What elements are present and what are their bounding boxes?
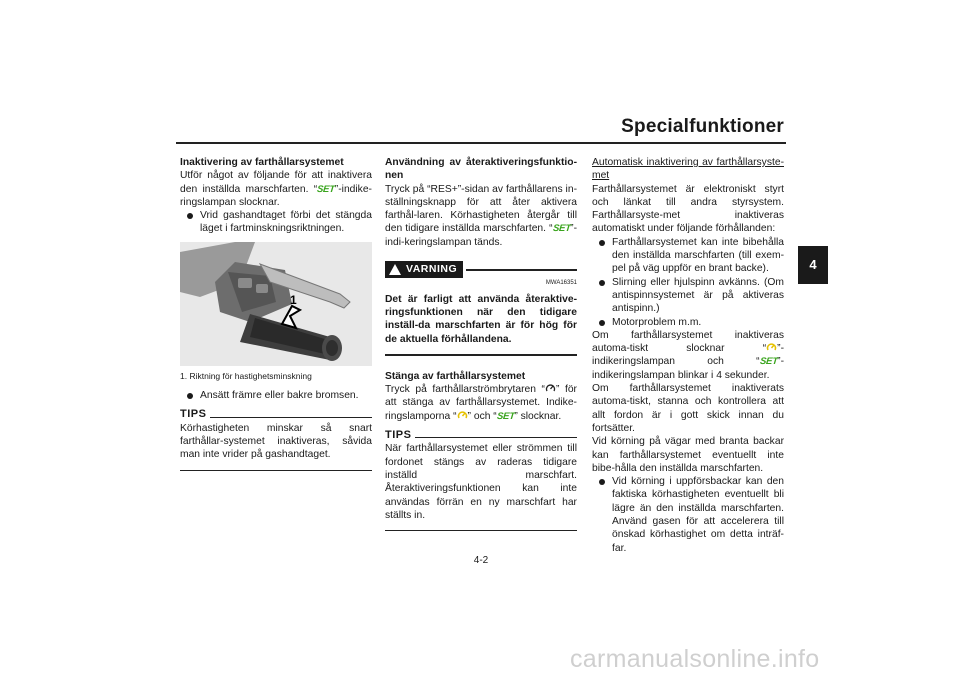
header-rule bbox=[176, 142, 786, 144]
watermark: carmanualsonline.info bbox=[570, 645, 820, 673]
warning-code: MWA16351 bbox=[545, 280, 577, 287]
page-title: Specialfunktioner bbox=[621, 116, 784, 137]
bullet-icon bbox=[599, 479, 605, 485]
handlebar-grip-photo bbox=[180, 242, 372, 366]
paragraph: Om farthållarsystemet inaktiverats automa-tiskt, stanna och kontrollera att allt fordon är i gott skick innan du fortsätter. bbox=[592, 383, 784, 434]
cruise-indicator-icon bbox=[766, 342, 777, 353]
list-item: Vid körning i uppförsbackar kan den faktiska körhastigheten eventuellt bli lägre än den inställda marschfarten. Använd gasen för att accelerera till önskad körhastighet om detta inträf-far. bbox=[592, 475, 784, 555]
section-heading-auto-deactivation: Automatisk inaktivering av farthållarsyste-met bbox=[592, 157, 784, 182]
warning-icon bbox=[389, 264, 401, 275]
tips-end-rule bbox=[385, 530, 577, 531]
bullet-icon bbox=[599, 280, 605, 286]
list-item: Slirning eller hjulspinn avkänns. (Om antispinnsystemet är på aktiveras antispinn.) bbox=[592, 276, 784, 316]
section-heading-turn-off: Stänga av farthållarsystemet bbox=[385, 370, 526, 382]
paragraph: Tryck på “RES+”-sidan av farthållarens in-ställningsknapp för att åter aktivera farthål-laren. Körhastigheten återgår till den tidigare inställda marschfarten. “SET”-indi-keringslampan tänds. bbox=[385, 183, 577, 248]
list-item: Vrid gashandtaget förbi det stängda läget i fartminskningsriktningen. bbox=[180, 209, 372, 236]
figure-caption: 1. Riktning för hastighetsminskning bbox=[180, 370, 312, 381]
paragraph: Om farthållarsystemet inaktiveras automa-tiskt slocknar “ ”-indikeringslampan och “SET”-indikeringslampan blinkar i 4 sekunder. bbox=[592, 329, 784, 381]
tips-end-rule bbox=[180, 470, 372, 471]
list-item: Farthållarsystemet kan inte bibehålla den inställda marschfarten (till exem-pel på väg uppför en brant backe). bbox=[592, 236, 784, 276]
column-3 bbox=[592, 156, 784, 555]
column-1 bbox=[180, 156, 372, 471]
column-2 bbox=[385, 156, 577, 531]
warning-header: VARNING bbox=[385, 261, 577, 278]
chapter-tab: 4 bbox=[798, 246, 828, 284]
section-heading-resume: Användning av återaktiveringsfunktio-nen bbox=[385, 157, 577, 182]
warning-text: Det är farligt att använda återaktive-ringsfunktionen när den tidigare inställ-da marschfarten är för hög för de aktuella förhållandena. bbox=[385, 293, 577, 345]
figure-callout: 1 bbox=[290, 292, 297, 307]
tips-text: När farthållarsystemet eller strömmen till fordonet stängs av raderas tidigare inställd marschfart. Återaktiveringsfunktionen kan inte användas förrän en ny marschfart har ställts in. bbox=[385, 443, 577, 521]
set-indicator-icon: SET bbox=[759, 356, 778, 368]
bullet-icon bbox=[599, 320, 605, 326]
paragraph: Tryck på farthållarströmbrytaren “ ” för att stänga av farthållarsystemet. Indike-ringslamporna “ ” och “SET” slocknar. bbox=[385, 384, 577, 422]
list-item: Ansätt främre eller bakre bromsen. bbox=[180, 389, 372, 402]
section-heading-deactivation: Inaktivering av farthållarsystemet bbox=[180, 157, 344, 168]
bullet-icon bbox=[187, 393, 193, 399]
cruise-indicator-icon bbox=[457, 410, 468, 421]
paragraph: Utför något av följande för att inaktivera den inställda marschfarten. “SET”-indike-ringslampan slocknar. bbox=[180, 170, 372, 208]
set-indicator-icon: SET bbox=[496, 410, 515, 422]
set-indicator-icon: SET bbox=[316, 183, 336, 195]
tips-text: Körhastigheten minskar så snart farthållar-systemet inaktiveras, såvida man inte vrider på gashandtaget. bbox=[180, 422, 372, 461]
warning-end-rule bbox=[385, 354, 577, 356]
set-indicator-icon: SET bbox=[552, 223, 571, 235]
cruise-control-icon bbox=[545, 383, 556, 394]
bullet-icon bbox=[599, 240, 605, 246]
bullet-icon bbox=[187, 213, 193, 219]
tips-header: TIPS bbox=[385, 429, 577, 442]
paragraph: Farthållarsystemet är elektroniskt styrt och länkat till andra styrsystem. Farthållarsyste-met inaktiveras automatiskt under följande förhållanden: bbox=[592, 183, 784, 235]
paragraph: Vid körning på vägar med branta backar kan farthållarsystemet eventuellt inte bibe-hålla den inställda marschfarten. bbox=[592, 436, 784, 474]
tips-header: TIPS bbox=[180, 408, 372, 421]
list-item: Motorproblem m.m. bbox=[592, 316, 784, 329]
page-number: 4-2 bbox=[473, 555, 489, 566]
